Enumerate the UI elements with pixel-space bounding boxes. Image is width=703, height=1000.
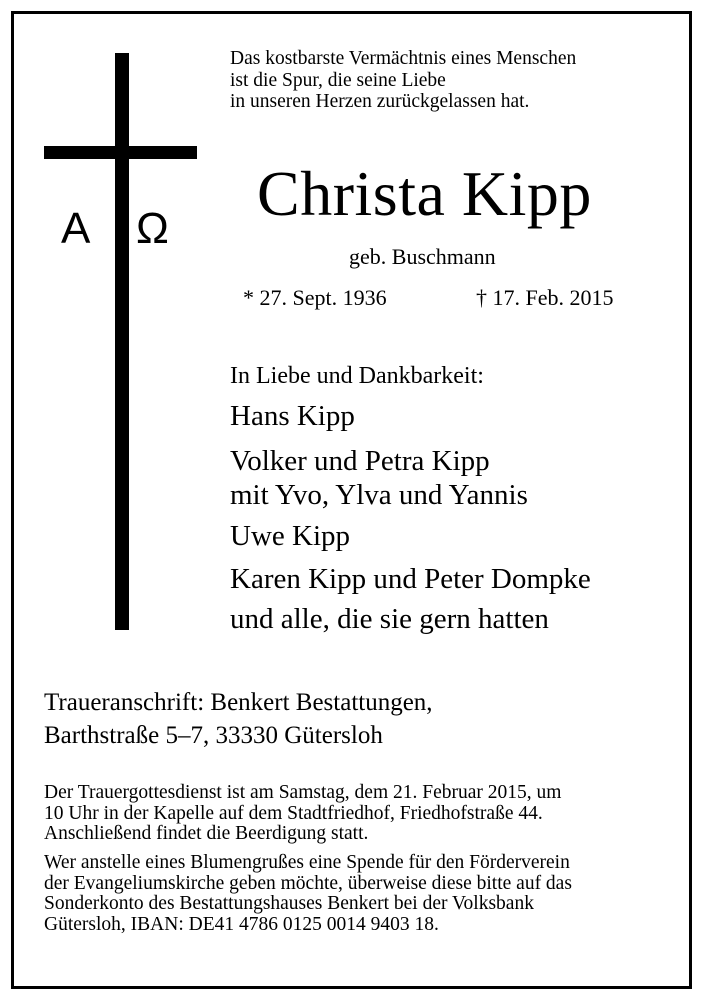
paragraph-line: Sonderkonto des Bestattungshauses Benkert bei der Volksbank — [44, 893, 534, 915]
donation-paragraph — [44, 853, 572, 936]
mourner-line: Volker und Petra Kipp — [230, 445, 490, 477]
paragraph-line: Der Trauergottesdienst ist am Samstag, dem 21. Februar 2015, um — [44, 782, 562, 803]
mourner-line: Karen Kipp und Peter Dompke — [230, 563, 591, 595]
cross-horizontal-bar — [44, 146, 197, 159]
memorial-quote — [230, 48, 576, 113]
death-date: † 17. Feb. 2015 — [476, 285, 614, 310]
paragraph-line: Anschließend findet die Beerdigung statt. — [44, 823, 369, 845]
paragraph-line: Wer anstelle eines Blumengrußes eine Spende für den Förderverein — [44, 852, 570, 873]
deceased-name: Christa Kipp — [257, 158, 592, 229]
quote-line: ist die Spur, die seine Liebe — [230, 69, 446, 91]
birth-date: * 27. Sept. 1936 — [243, 285, 387, 310]
paragraph-line: 10 Uhr in der Kapelle auf dem Stadtfriedhof, Friedhofstraße 44. — [44, 802, 543, 824]
cross-vertical-bar — [115, 53, 129, 630]
mourning-address — [44, 686, 433, 752]
paragraph-line: der Evangeliumskirche geben möchte, überweise diese bitte auf das — [44, 872, 572, 894]
paragraph-line: Gütersloh, IBAN: DE41 4786 0125 0014 9403 18. — [44, 914, 439, 936]
omega-symbol: Ω — [136, 204, 169, 253]
maiden-name: geb. Buschmann — [349, 244, 496, 269]
address-line: Traueranschrift: Benkert Bestattungen, — [44, 689, 433, 716]
quote-line: Das kostbarste Vermächtnis eines Menschen — [230, 48, 577, 69]
mourners-intro: In Liebe und Dankbarkeit: — [230, 363, 484, 389]
alpha-symbol: A — [61, 204, 91, 253]
address-line: Barthstraße 5–7, 33330 Gütersloh — [44, 722, 383, 749]
mourner-line: Hans Kipp — [230, 400, 355, 432]
mourner-line: mit Yvo, Ylva und Yannis — [230, 479, 528, 511]
mourner-line: und alle, die sie gern hatten — [230, 603, 549, 635]
quote-line: in unseren Herzen zurückgelassen hat. — [230, 91, 530, 112]
service-paragraph — [44, 783, 561, 845]
mourner-line: Uwe Kipp — [230, 520, 351, 552]
